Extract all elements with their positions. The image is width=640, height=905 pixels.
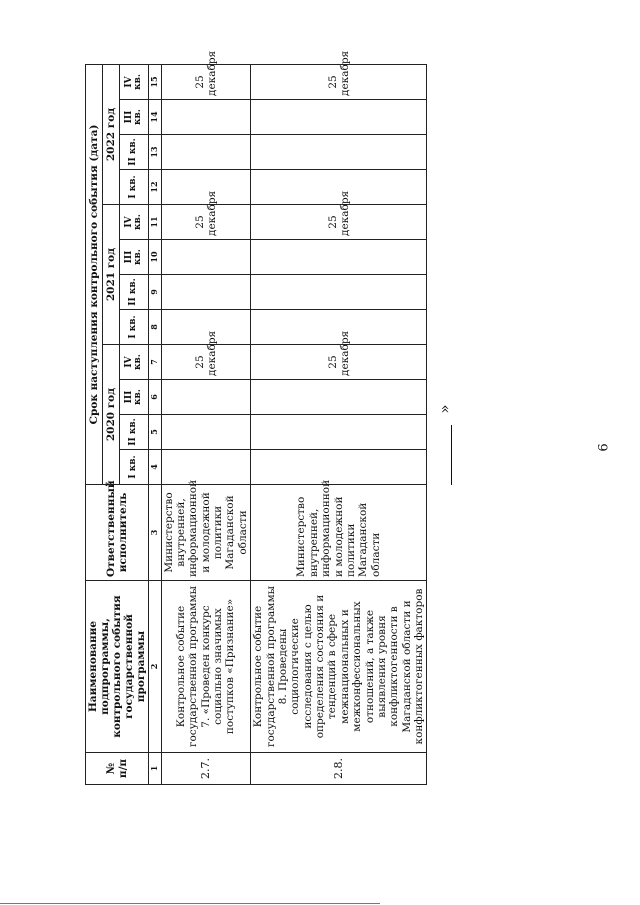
index-cell: 15 bbox=[149, 64, 161, 99]
date-cell bbox=[161, 380, 251, 415]
header-quarter: III кв. bbox=[119, 380, 148, 415]
date-cell bbox=[161, 450, 251, 485]
header-quarter: I кв. bbox=[119, 170, 148, 205]
responsible-executor: Министерство внутренней, информационной и молодежной политики Магаданской области bbox=[161, 485, 251, 581]
index-cell: 7 bbox=[149, 345, 161, 380]
rotated-table-wrapper bbox=[85, 50, 425, 785]
index-cell: 10 bbox=[149, 240, 161, 275]
header-quarter: IV кв. bbox=[119, 205, 148, 240]
row-number: 2.8. bbox=[251, 753, 427, 785]
bottom-rule bbox=[0, 903, 380, 904]
header-quarter: III кв. bbox=[119, 240, 148, 275]
header-quarter: I кв. bbox=[119, 450, 148, 485]
date-cell: 25 декабря bbox=[251, 345, 427, 380]
index-cell: 13 bbox=[149, 135, 161, 170]
header-quarter: II кв. bbox=[119, 415, 148, 450]
page-number: 6 bbox=[596, 443, 612, 452]
date-cell: 25 декабря bbox=[161, 64, 251, 99]
header-quarter: II кв. bbox=[119, 135, 148, 170]
index-cell: 9 bbox=[149, 275, 161, 310]
date-cell bbox=[251, 100, 427, 135]
index-cell: 11 bbox=[149, 205, 161, 240]
date-cell: 25 декабря bbox=[161, 345, 251, 380]
index-cell: 6 bbox=[149, 380, 161, 415]
table-row bbox=[161, 64, 251, 784]
header-quarter: IV кв. bbox=[119, 64, 148, 99]
date-cell bbox=[251, 415, 427, 450]
header-quarter: II кв. bbox=[119, 275, 148, 310]
header-period: Срок наступления контрольного события (дата) bbox=[86, 64, 103, 484]
index-cell: 14 bbox=[149, 100, 161, 135]
responsible-executor: Министерство внутренней, информационной и молодежной политики Магаданской области bbox=[251, 485, 427, 581]
header-year-2020: 2020 год bbox=[102, 345, 119, 485]
date-cell bbox=[251, 380, 427, 415]
event-name: Контрольное событие государственной программы 8. Проведены социологические исследования с целью определения состояния и тенденций в сфере межнациональных и межконфессиональных отношений, а также выявления уровня конфликтогенности в Магаданской области и конфликтогенных факторов bbox=[251, 581, 427, 753]
index-cell: 12 bbox=[149, 170, 161, 205]
date-cell bbox=[251, 275, 427, 310]
header-executor: Ответственный исполнитель bbox=[86, 485, 149, 581]
event-name: Контрольное событие государственной программы 7. «Проведен конкурс социально значимых поступков «Признание» bbox=[161, 581, 251, 753]
index-cell: 1 bbox=[149, 753, 161, 785]
date-cell bbox=[251, 135, 427, 170]
header-name: Наименование подпрограммы, контрольного события государственной программы bbox=[86, 581, 149, 753]
index-cell: 2 bbox=[149, 581, 161, 753]
row-number: 2.7. bbox=[161, 753, 251, 785]
date-cell bbox=[161, 100, 251, 135]
index-cell: 8 bbox=[149, 310, 161, 345]
header-year-2022: 2022 год bbox=[102, 64, 119, 204]
date-cell: 25 декабря bbox=[251, 64, 427, 99]
index-cell: 4 bbox=[149, 450, 161, 485]
date-cell bbox=[161, 275, 251, 310]
date-cell: 25 декабря bbox=[161, 205, 251, 240]
index-cell: 5 bbox=[149, 415, 161, 450]
header-year-2021: 2021 год bbox=[102, 205, 119, 345]
table-row bbox=[251, 64, 427, 784]
closing-quote-mark: » bbox=[435, 404, 454, 414]
date-cell bbox=[251, 450, 427, 485]
date-cell bbox=[161, 240, 251, 275]
date-cell bbox=[251, 240, 427, 275]
date-cell bbox=[161, 415, 251, 450]
header-num: № п/п bbox=[86, 753, 149, 785]
index-cell: 3 bbox=[149, 485, 161, 581]
date-cell bbox=[161, 135, 251, 170]
index-row bbox=[149, 64, 161, 784]
control-events-table bbox=[85, 50, 427, 785]
closing-line bbox=[451, 425, 452, 485]
header-quarter: IV кв. bbox=[119, 345, 148, 380]
date-cell: 25 декабря bbox=[251, 205, 427, 240]
header-quarter: I кв. bbox=[119, 310, 148, 345]
header-quarter: III кв. bbox=[119, 100, 148, 135]
